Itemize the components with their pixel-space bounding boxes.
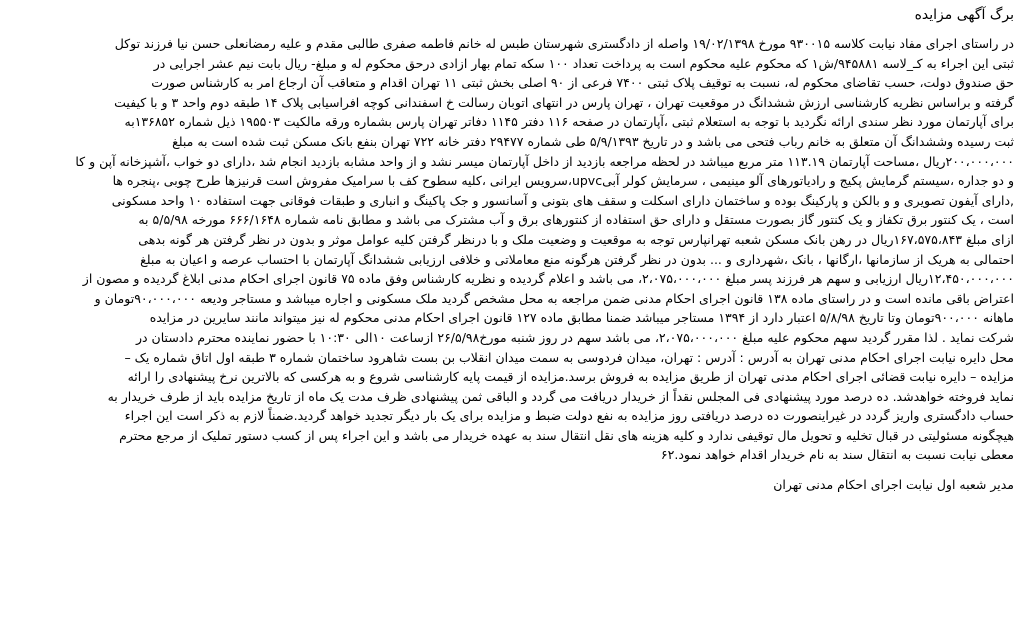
- body-line: هیچگونه مسئولیتی در قبال تخلیه و تحویل مال توقیفی ندارد و کلیه هزینه های نقل انتقال سند به عهده خریدار می باشد و این اجراء پس از کسب دستور تملیک از مرجع محترم: [119, 427, 1014, 443]
- auction-notice: [4, 4, 1014, 495]
- body-line: مزایده – دایره نیابت قضائی اجرای احکام مدنی تهران از طریق مزایده به فروش برسد.مزایده از قیمت پایه کارشناسی شروع و به هرکسی که بالاترین نرخ پیشنهادی را ارائه: [127, 369, 1014, 385]
- document-title: برگ آگهی مزایده: [914, 7, 1014, 23]
- body-line: در راستای اجرای مفاد نیابت کلاسه ۹۳۰۰۱۵ مورخ ۱۹/۰۲/۱۳۹۸ واصله از دادگستری شهرستان طبس له خانم فاطمه صفری طالبی مقدم و علیه رمضانعلی حسن نیا فرزند توکل: [114, 36, 1014, 51]
- body-line: است ، یک کنتور برق تکفاز و یک کنتور گاز بصورت مستقل و دارای حق استفاده از کنتورهای برق و آب مشترک می باشد و مطابق نامه شماره ۶۶۶/۱۶۴۸ مورخه ۵/۵/۹۸ به: [138, 212, 1014, 228]
- body-line: ماهانه ۹۰۰،۰۰۰تومان وتا تاریخ ۵/۸/۹۸ اعتبار دارد از ۱۳۹۴ مستاجر میباشد ضمنا مطابق ماده ۱۲۷ قانون اجرای احکام مدنی محکوم له نیز میتواند مانند سایرین در مزایده: [149, 310, 1014, 326]
- body-line: احتمالی به هریک از سازمانها ،ارگانها ، بانک ،شهرداری و ... بدون در نظر گرفتن هرگونه منع معاملاتی و خلافی ارزیابی ششدانگ آپارتمان با احتساب عرصه و اعیان به مبلغ: [140, 251, 1014, 267]
- body-line: نماید فروخته خواهدشد. ده درصد مورد پیشنهادی فی المجلس نقداً از خریدار دریافت می گردد و الباقی ثمن پیشنهادی ظرف مدت یک ماه از تاریخ مزایده باید از طرف خریدار به: [107, 388, 1014, 404]
- body-line: محل دایره نیابت اجرای احکام مدنی تهران به آدرس : آدرس : تهران، میدان فردوسی به سمت میدان انقلاب بن بست شاهرود ساختمان شماره ۳ طبقه اول اتاق شماره یک –: [124, 349, 1014, 365]
- body-line: ثبت رسیده وششدانگ آن متعلق به خانم رباب فتحی می باشد و در تاریخ ۵/۹/۱۳۹۳ طی شماره ۲۹۴۷۷ دفتر خانه ۷۲۲ تهران بنفع بانک مسکن ثبت شده است به مبلغ: [172, 133, 1014, 149]
- body-line: شرکت نماید . لذا مقرر گردید سهم محکوم علیه مبلغ ۲،۰۷۵،۰۰۰،۰۰۰، می باشد سهم در روز شنبه مورخ۲۶/۵/۹۸ ازساعت ۱۰الی ۱۰:۳۰ با حضور نماینده محترم دادستان در: [135, 329, 1014, 345]
- body-line: و دو جداره ،سیستم گرمایش پکیج و رادیاتورهای آلو مینیمی ، سرمایش کولر آبیupvc،سرویس ایرانی ،کلیه سطوح کف با سرامیک مفروش است قرنیزها طرح چوبی ،پنجره ها: [112, 173, 1014, 189]
- notice-body: [4, 34, 1014, 465]
- body-line: ۲۰۰،۰۰۰،۰۰۰ریال ،مساحت آپارتمان ۱۱۳.۱۹ متر مربع میباشد در لحظه مراجعه بازدید از داخل آپارتمان میسر نشد و از واحد مشابه بازدید انجام شد ،دارای دو خواب ،آشپزخانه آپن و کا: [75, 153, 1014, 169]
- body-line: گرفته و براساس نظریه کارشناسی ارزش ششدانگ در موقعیت تهران ، تهران پارس در انتهای اتوبان رسالت خ اسفندانی کوچه افراسیابی پلاک ۱۴ طبقه دوم واحد ۳ و با کیفیت: [114, 94, 1014, 110]
- signature-line: مدیر شعبه اول نیابت اجرای احکام مدنی تهران: [773, 477, 1014, 493]
- body-line: حق صندوق دولت، حسب تقاضای محکوم له، نسبت به توقیف پلاک ثبتی ۷۴۰۰ فرعی از ۹۰ اصلی بخش ثبتی ۱۱ تهران اقدام و متعاقب آن ارجاع امر به کارشناس صورت: [151, 75, 1014, 91]
- body-line: اعتراض باقی مانده است و در راستای ماده ۱۳۸ قانون اجرای احکام مدنی ضمن مراجعه به محل مشخص گردید ملک مسکونی و اجاره میباشد و مستاجر ودیعه ۹۰،۰۰۰،۰۰۰تومان و: [94, 290, 1014, 306]
- body-line: برای آپارتمان مورد نظر سندی ارائه نگردید با توجه به استعلام ثبتی ،آپارتمان در صفحه ۱۱۶ دفتر ۱۱۴۵ دفاتر تهران پارس بشماره ورقه مالکیت ۱۹۵۵۰۳ ذیل شماره ۱۳۶۸۵۲به: [124, 114, 1014, 130]
- body-line: ,دارای آیفون تصویری و و بالکن و پارکینگ بوده و ساختمان دارای اسکلت و سقف های بتونی و آسانسور و جک پاکینگ و انباری و طبقات فوقانی جهت استفاده ۱۰ واحد مسکونی: [111, 192, 1014, 208]
- body-line: حساب دادگستری واریز گردد در غیراینصورت ده درصد دریافتی روز مزایده به نفع دولت ضبط و مزایده برای یک بار دیگر تجدید خواهد گردید.ضمناً لازم به ذکر است این اجراء: [124, 408, 1014, 424]
- body-line: ازای مبلغ ۱۶۷،۵۷۵،۸۴۳ریال در رهن بانک مسکن شعبه تهرانپارس توجه به موقعیت و وضعیت ملک و با درنظر گرفتن کلیه عوامل موثر و بدون در نظر گرفتن هر گونه بدهی: [138, 231, 1014, 247]
- body-line: معطی نیابت نسبت به انتقال سند به نام خریدار اقدام خواهد نمود.۶۲: [660, 447, 1014, 463]
- body-line: ۱۲،۴۵۰،۰۰۰،۰۰۰ریال ارزیابی و سهم هر فرزند پسر مبلغ ۲،۰۷۵،۰۰۰،۰۰۰، می باشد و اعلام گردیده و نظریه کارشناس وفق ماده ۷۵ قانون اجرای احکام مدنی ابلاغ گردیده و مصون از: [82, 271, 1014, 287]
- body-line: ثبتی این اجراء به کـ_لاسه ۹۴۵۸۸۱/ش۱ که محکوم علیه محکوم است به پرداخت تعداد ۱۰۰ سکه تمام بهار ازادی درحق محکوم له و مبلغ- ریال بابت نیم عشر اجرایی در: [153, 55, 1014, 71]
